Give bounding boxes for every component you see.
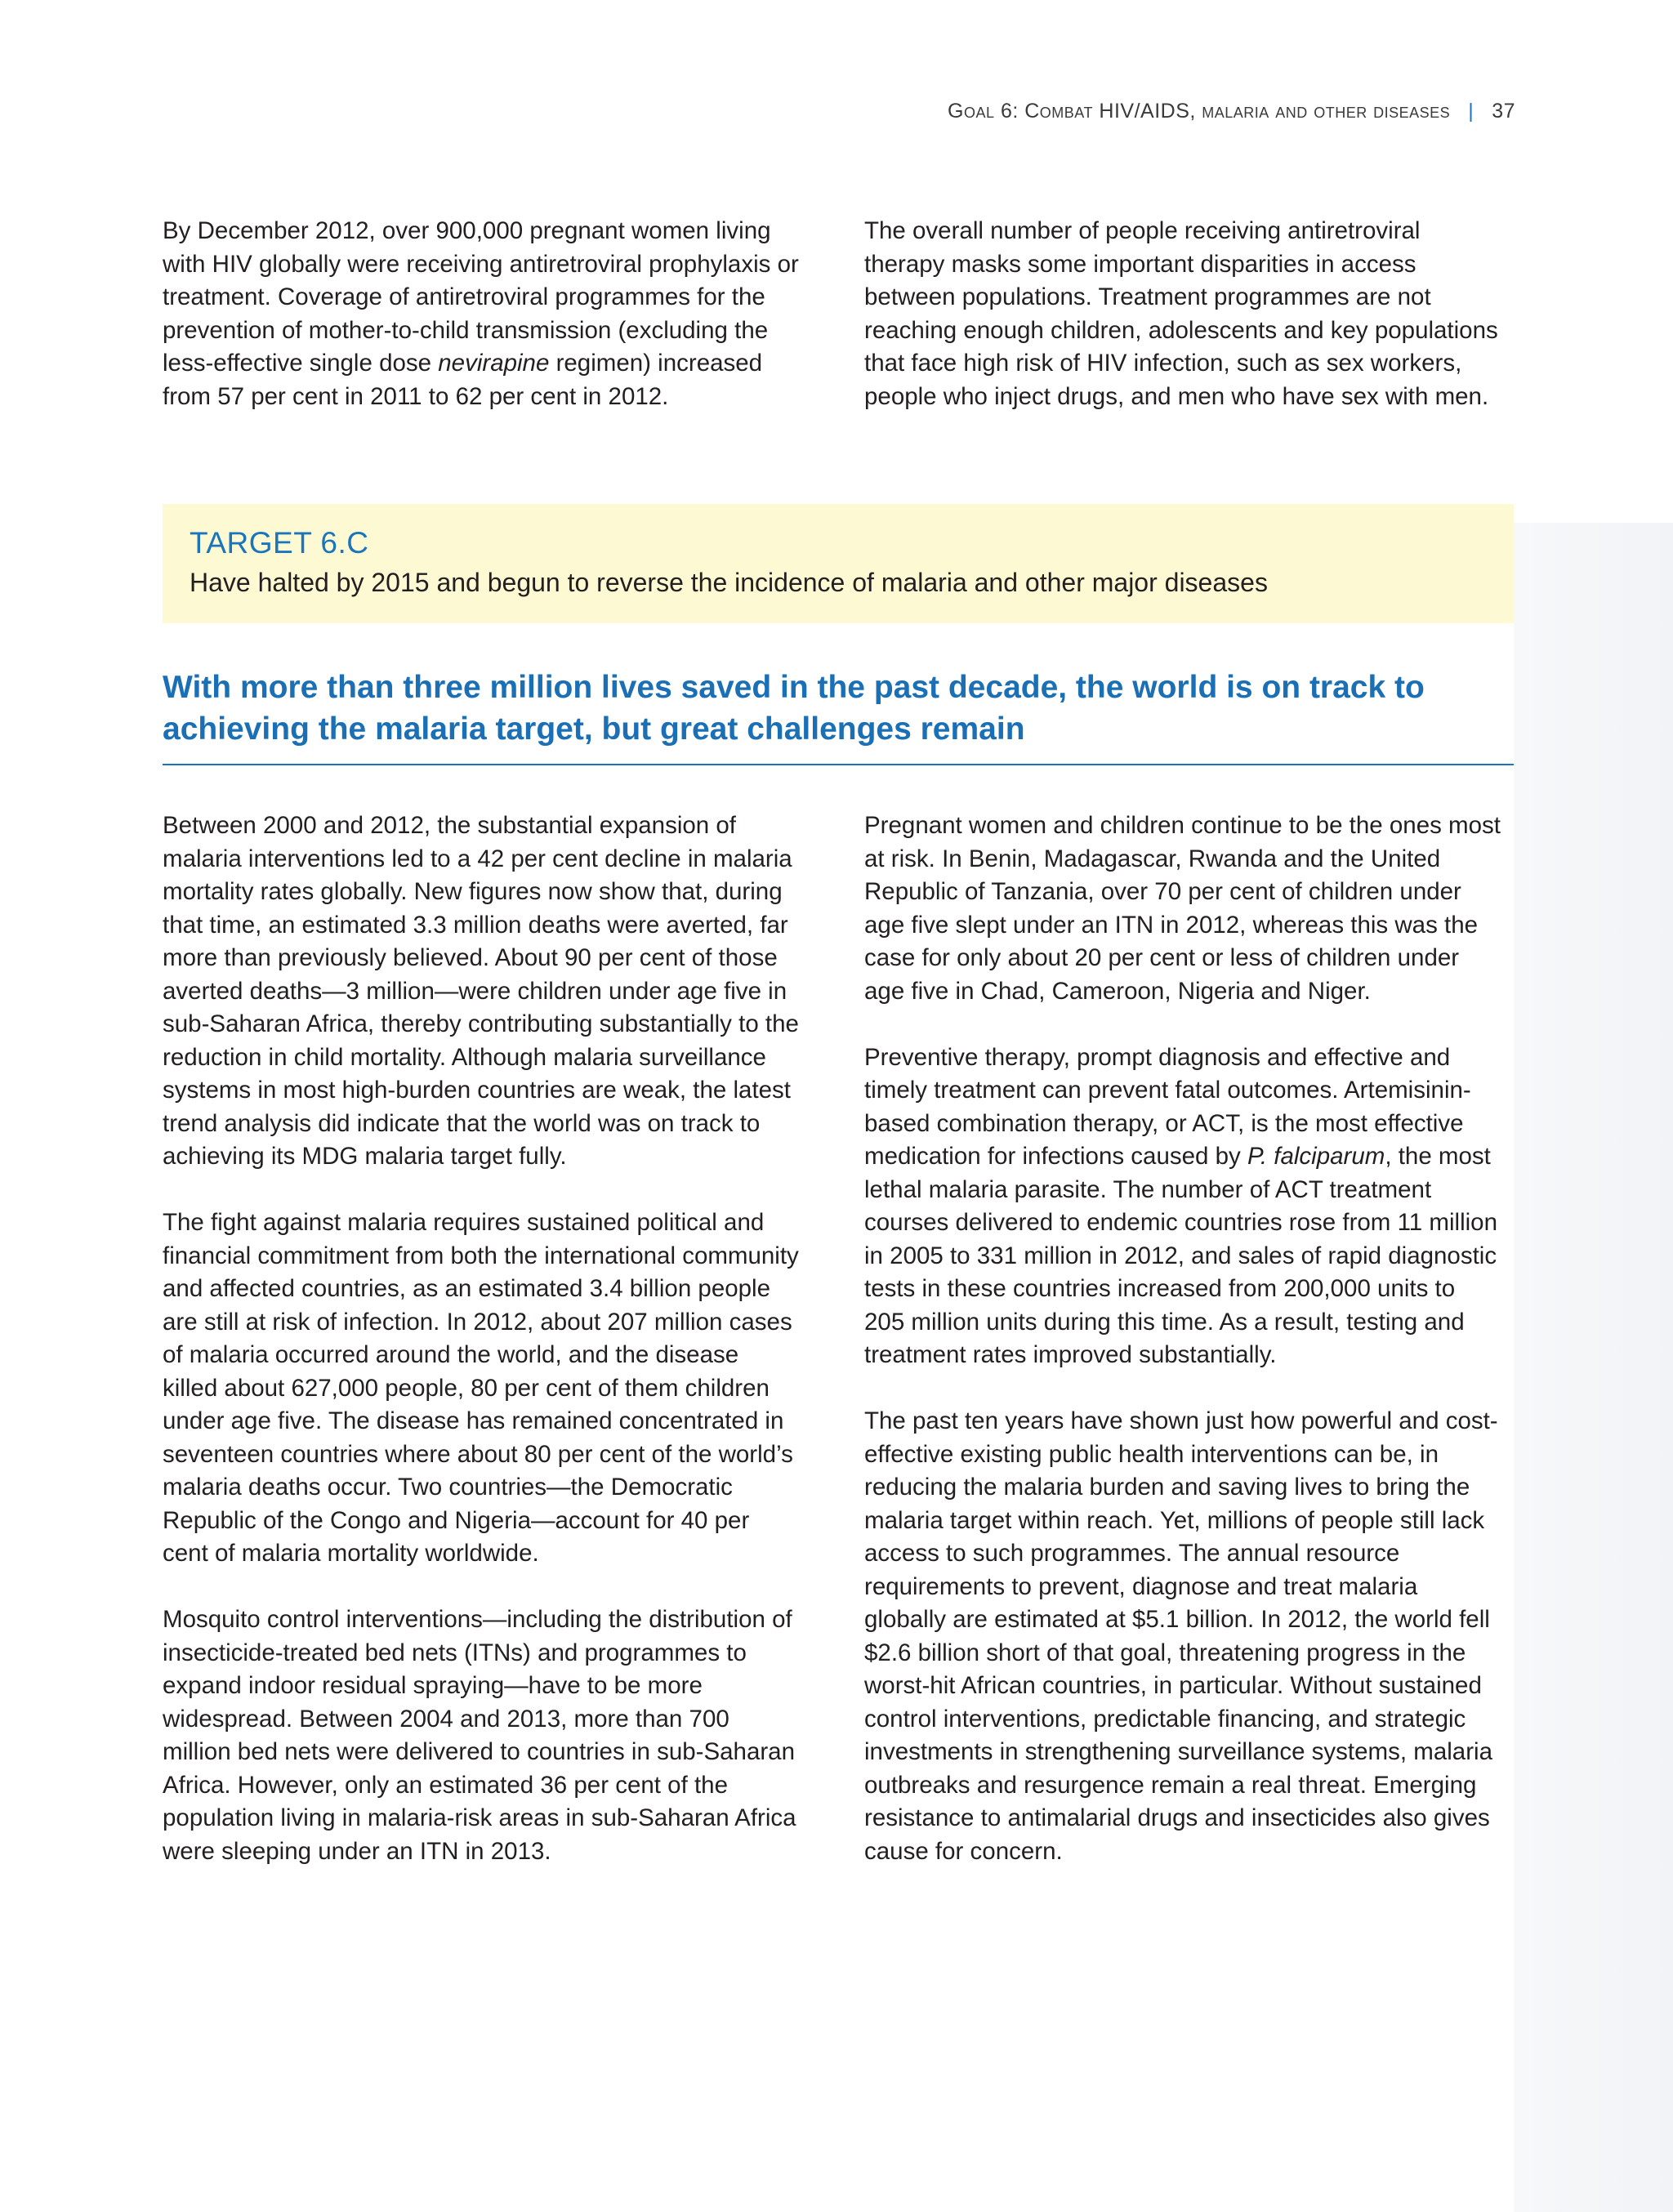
top-left-column xyxy=(163,215,800,413)
page-edge-shade xyxy=(1514,523,1673,2212)
main-left-column xyxy=(163,809,800,1868)
paragraph: The fight against malaria requires sustained political and financial commitment from both the international community and affected countries, as an estimated 3.4 billion people are still at risk of infection. In 2012, about 207 million cases of malaria occurred around the world, and the disease killed about 627,000 people, 80 per cent of them children under age five. The disease has remained concentrated in seventeen countries where about 80 per cent of the world’s malaria deaths occur. Two countries—the Democratic Republic of the Congo and Nigeria—account for 40 per cent of malaria mortality worldwide. xyxy=(163,1209,799,1567)
paragraph: Pregnant women and children continue to be the ones most at risk. In Benin, Madagascar, Rwanda and the United Republic of Tanzania, over 70 per cent of children under age five slept under an ITN in 2012, whereas this was the case for only about 20 per cent or less of children under age five in Chad, Cameroon, Nigeria and Niger. xyxy=(864,812,1501,1005)
top-right-column xyxy=(864,215,1501,413)
paragraph: By December 2012, over 900,000 pregnant women living with HIV globally were receiving antiretroviral prophylaxis or treatment. Coverage of antiretroviral programmes for the prevention of mother-to-child transmission (excluding the less-effective single dose nevirapine regimen) increased from 57 per cent in 2011 to 62 per cent in 2012. xyxy=(163,217,799,410)
target-text: Have halted by 2015 and begun to reverse the incidence of malaria and other major diseases xyxy=(190,568,1268,597)
page-number: 37 xyxy=(1492,100,1515,123)
main-right-column xyxy=(864,809,1501,1868)
paragraph: Between 2000 and 2012, the substantial expansion of malaria interventions led to a 42 per cent decline in malaria mortality rates globally. New figures now show that, during that time, an estimated 3.3 million deaths were averted, far more than previously believed. About 90 per cent of those averted deaths—3 million—were children under age five in sub-Saharan Africa, thereby contributing substantially to the reduction in child mortality. Although malaria surveillance systems in most high-burden countries are weak, the latest trend analysis did indicate that the world was on track to achieving its MDG malaria target fully. xyxy=(163,812,799,1170)
running-header xyxy=(948,100,1515,123)
paragraph: The past ten years have shown just how powerful and cost-effective existing public health interventions can be, in reducing the malaria burden and saving lives to bring the malaria target within reach. Yet, millions of people still lack access to such programmes. The annual resource requirements to prevent, diagnose and treat malaria globally are estimated at $5.1 billion. In 2012, the world fell $2.6 billion short of that goal, threatening progress in the worst-hit African countries, in particular. Without sustained control interventions, predictable financing, and strategic investments in strengthening surveillance systems, malaria outbreaks and resurgence remain a real threat. Emerging resistance to antimalarial drugs and insecticides also gives cause for concern. xyxy=(864,1407,1498,1865)
header-separator: | xyxy=(1468,100,1474,123)
target-title: TARGET 6.C xyxy=(190,526,369,560)
paragraph: Preventive therapy, prompt diagnosis and effective and timely treatment can prevent fatal outcomes. Artemisinin-based combination therapy, or ACT, is the most effective medication for infections caused by P. falciparum, the most lethal malaria parasite. The number of ACT treatment courses delivered to endemic countries rose from 11 million in 2005 to 331 million in 2012, and sales of rapid diagnostic tests in these countries increased from 200,000 units to 205 million units during this time. As a result, testing and treatment rates improved substantially. xyxy=(864,1043,1497,1368)
headline-divider xyxy=(163,764,1514,765)
section-headline: With more than three million lives saved in the past decade, the world is on track to achieving the malaria target, but great challenges remain xyxy=(163,670,1425,747)
paragraph: The overall number of people receiving antiretroviral therapy masks some important disparities in access between populations. Treatment programmes are not reaching enough children, adolescents and key populations that face high risk of HIV infection, such as sex workers, people who inject drugs, and men who have sex with men. xyxy=(864,217,1498,410)
paragraph: Mosquito control interventions—including the distribution of insecticide-treated bed nets (ITNs) and programmes to expand indoor residual spraying—have to be more widespread. Between 2004 and 2013, more than 700 million bed nets were delivered to countries in sub-Saharan Africa. However, only an estimated 36 per cent of the population living in malaria-risk areas in sub-Saharan Africa were sleeping under an ITN in 2013. xyxy=(163,1606,796,1865)
running-title: Goal 6: Combat HIV/AIDS, malaria and other diseases xyxy=(948,100,1451,123)
target-box xyxy=(163,504,1514,623)
